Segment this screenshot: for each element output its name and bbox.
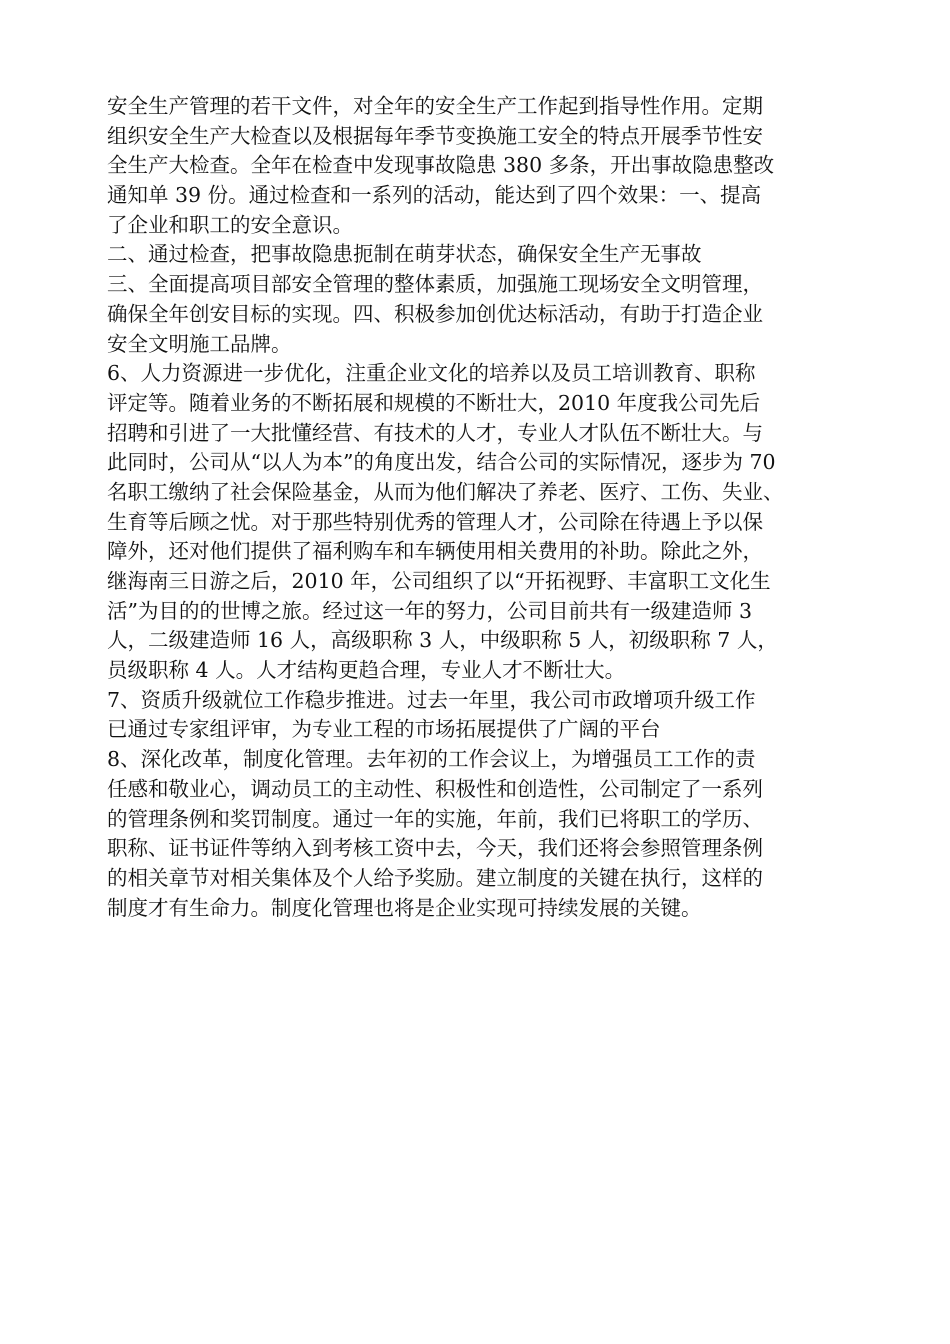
text-line: 评定等。随着业务的不断拓展和规模的不断壮大，2010 年度我公司先后: [107, 390, 761, 415]
text-line: 任感和敬业心，调动员工的主动性、积极性和创造性，公司制定了一系列: [107, 776, 763, 801]
text-line: 二、通过检查，把事故隐患扼制在萌芽状态，确保安全生产无事故: [107, 242, 702, 267]
text-line: 安全文明施工品牌。: [107, 331, 292, 356]
text-line: 招聘和引进了一大批懂经营、有技术的人才，专业人才队伍不断壮大。与: [107, 420, 763, 445]
document-body: [107, 92, 897, 923]
text-line: 8、深化改革，制度化管理。去年初的工作会议上，为增强员工工作的责: [107, 747, 756, 772]
text-line: 确保全年创安目标的实现。四、积极参加创优达标活动，有助于打造企业: [107, 301, 763, 326]
text-line: 生育等后顾之忧。对于那些特别优秀的管理人才，公司除在待遇上予以保: [107, 509, 763, 534]
text-line: 了企业和职工的安全意识。: [107, 212, 353, 237]
text-line: 障外，还对他们提供了福利购车和车辆使用相关费用的补助。除此之外，: [107, 539, 763, 564]
text-line: 继海南三日游之后，2010 年，公司组织了以“开拓视野、丰富职工文化生: [107, 569, 771, 593]
text-line: 全生产大检查。全年在检查中发现事故隐患 380 多条，开出事故隐患整改: [107, 153, 775, 178]
text-line: 6、人力资源进一步优化，注重企业文化的培养以及员工培训教育、职称: [107, 361, 756, 386]
text-line: 制度才有生命力。制度化管理也将是企业实现可持续发展的关键。: [107, 895, 702, 920]
text-line: 通知单 39 份。通过检查和一系列的活动，能达到了四个效果：一、提高: [107, 183, 762, 208]
text-line: 的管理条例和奖罚制度。通过一年的实施，年前，我们已将职工的学历、: [107, 806, 763, 831]
text-line: 活”为目的的世博之旅。经过这一年的努力，公司目前共有一级建造师 3: [107, 598, 753, 623]
text-line: 已通过专家组评审，为专业工程的市场拓展提供了广阔的平台: [107, 717, 661, 742]
text-line: 安全生产管理的若干文件，对全年的安全生产工作起到指导性作用。定期: [107, 94, 763, 118]
text-line: 人，二级建造师 16 人，高级职称 3 人，中级职称 5 人，初级职称 7 人，: [107, 628, 778, 653]
text-line: 三、全面提高项目部安全管理的整体素质，加强施工现场安全文明管理，: [107, 272, 763, 297]
text-line: 职称、证书证件等纳入到考核工资中去，今天，我们还将会参照管理条例: [107, 836, 763, 861]
text-line: 名职工缴纳了社会保险基金，从而为他们解决了养老、医疗、工伤、失业、: [107, 479, 784, 504]
text-line: 员级职称 4 人。人才结构更趋合理，专业人才不断壮大。: [107, 658, 626, 683]
text-line: 组织安全生产大检查以及根据每年季节变换施工安全的特点开展季节性安: [107, 123, 763, 148]
text-line: 的相关章节对相关集体及个人给予奖励。建立制度的关键在执行，这样的: [107, 865, 763, 890]
text-line: 7、资质升级就位工作稳步推进。过去一年里，我公司市政增项升级工作: [107, 687, 756, 712]
text-line: 此同时，公司从“以人为本”的角度出发，结合公司的实际情况，逐步为 70: [107, 450, 776, 475]
